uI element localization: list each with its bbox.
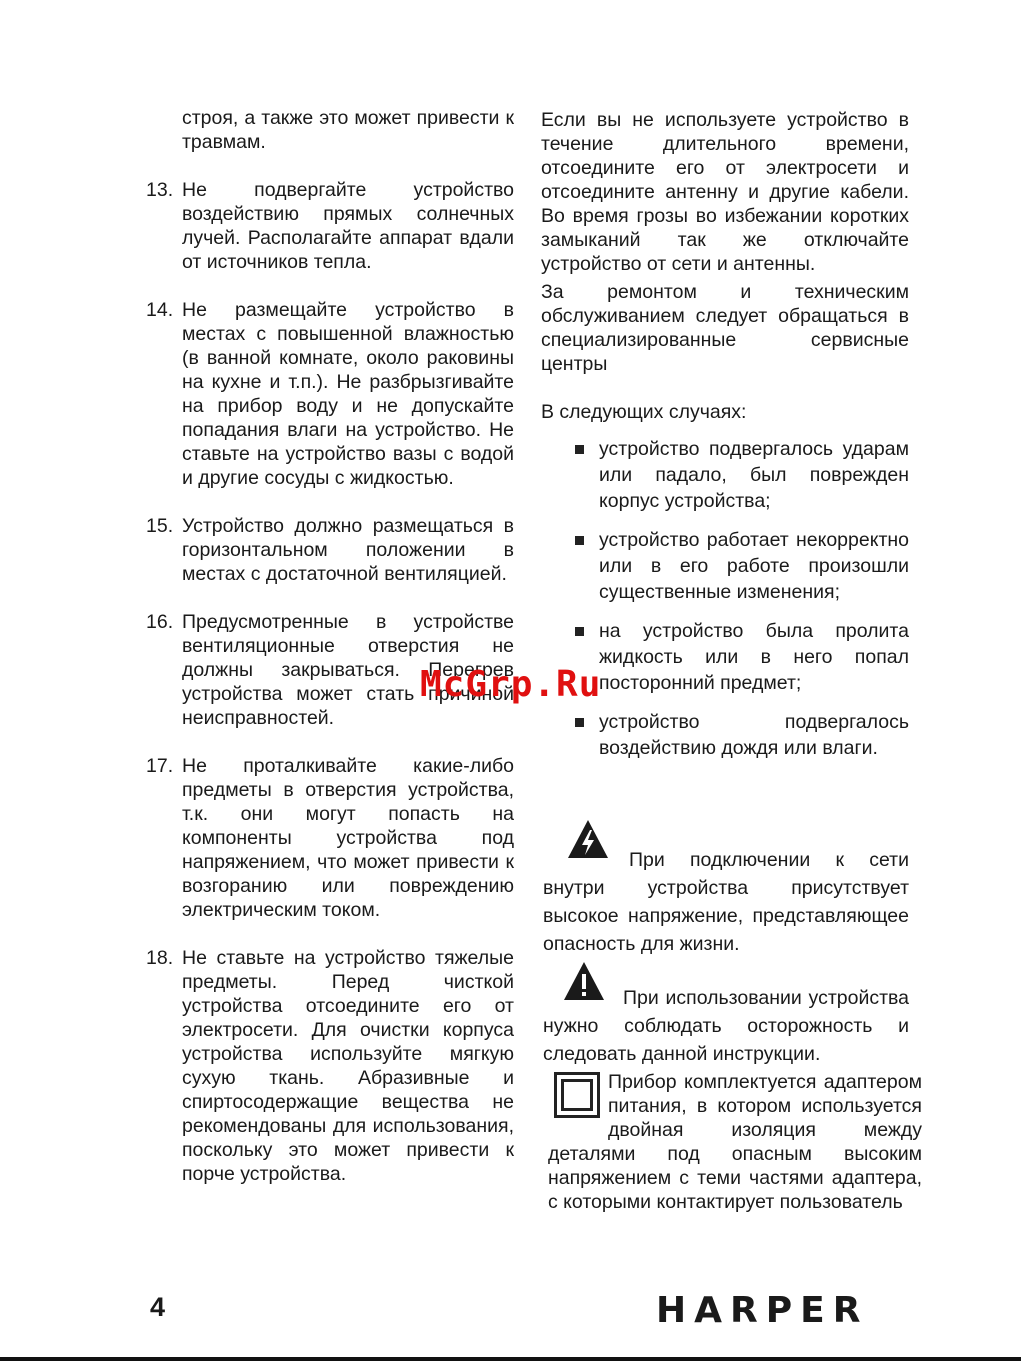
item-number: 18. (146, 947, 174, 969)
bullet-square-icon (575, 627, 584, 636)
disconnect-paragraph: Если вы не используете устройство в течение длительного времени, отсоедините его от электросети и отсоедините антенну и другие кабели. Во время грозы во избежании коротких замыканий так же отключайте устройство от сети и антенны. (541, 109, 909, 275)
item-number: 17. (146, 755, 174, 777)
list-item: устройство подвергалось воздействию дождя или влаги. (541, 709, 909, 761)
list-item-13 (146, 178, 514, 274)
list-item-14 (146, 298, 514, 490)
cases-list (541, 436, 909, 761)
item-text: Не проталкивайте какие-либо предметы в отверстия устройства, т.к. они могут попасть на компоненты устройства под напряжением, что может привести к возгоранию или повреждению электрическим током. (182, 755, 514, 921)
continued-text: строя, а также это может привести к травмам. (182, 107, 514, 153)
item-text: Не размещайте устройство в местах с повышенной влажностью (в ванной комнате, около раковины на кухне и т.п.). Не разбрызгивайте на прибор воду и не допускайте попадания влаги на устройство. Не ставьте на устройство вазы с водой и другие сосуды с жидкостью. (182, 299, 514, 489)
brand-name: HARPER (656, 1291, 869, 1325)
item-number: 14. (146, 299, 174, 321)
brand-logo (656, 1291, 896, 1325)
cases-intro: В следующих случаях: (541, 401, 747, 423)
item-number: 15. (146, 515, 174, 537)
watermark: McGrp.Ru (420, 664, 602, 705)
list-item: устройство работает некорректно или в его работе произошли существенные изменения; (541, 527, 909, 605)
list-item: устройство подвергалось ударам или падало, был поврежден корпус устройства; (541, 436, 909, 514)
item-text: Не ставьте на устройство тяжелые предметы. Перед чисткой устройства отсоедините его от электросети. Для очистки корпуса устройства используйте мягкую сухую ткань. Абразивные и спиртосодержащие вещества не рекомендованы для использования, поскольку это может привести к порче устройства. (182, 947, 514, 1185)
item-text: Устройство должно размещаться в горизонтальном положении в местах с достаточной вентиляцией. (182, 515, 514, 585)
item-number: 16. (146, 611, 174, 633)
list-item-18 (146, 946, 514, 1186)
list-item-15 (146, 514, 514, 586)
bullet-square-icon (575, 718, 584, 727)
caution-warning: При использовании устройства нужно соблюдать осторожность и следовать данной инструкции. (543, 987, 909, 1065)
double-insulation-icon (554, 1072, 600, 1118)
list-item-17 (146, 754, 514, 922)
left-column (146, 106, 514, 1210)
bullet-square-icon (575, 445, 584, 454)
item-text: Предусмотренные в устройстве вентиляционные отверстия не должны закрываться. Перегрев устройства может стать причиной неисправностей. (182, 611, 514, 729)
page-number: 4 (150, 1292, 166, 1322)
bottom-divider (0, 1357, 1021, 1361)
bullet-square-icon (575, 536, 584, 545)
voltage-warning: При подключении к сети внутри устройства присутствует высокое напряжение, представляющее опасность для жизни. (543, 849, 909, 955)
item-text: Не подвергайте устройство воздействию прямых солнечных лучей. Располагайте аппарат вдали от источников тепла. (182, 179, 514, 273)
list-item: на устройство была пролита жидкость или в него попал посторонний предмет; (541, 618, 909, 696)
double-insulation-note: Прибор комплектуется адаптером питания, в котором используется двойная изоляция между деталями под опасным высоким напряжением с теми частями адаптера, с которыми контактирует пользователь (548, 1071, 922, 1213)
item-number: 13. (146, 179, 174, 201)
service-paragraph: За ремонтом и техническим обслуживанием следует обращаться в специализированные сервисные центры (541, 281, 909, 375)
